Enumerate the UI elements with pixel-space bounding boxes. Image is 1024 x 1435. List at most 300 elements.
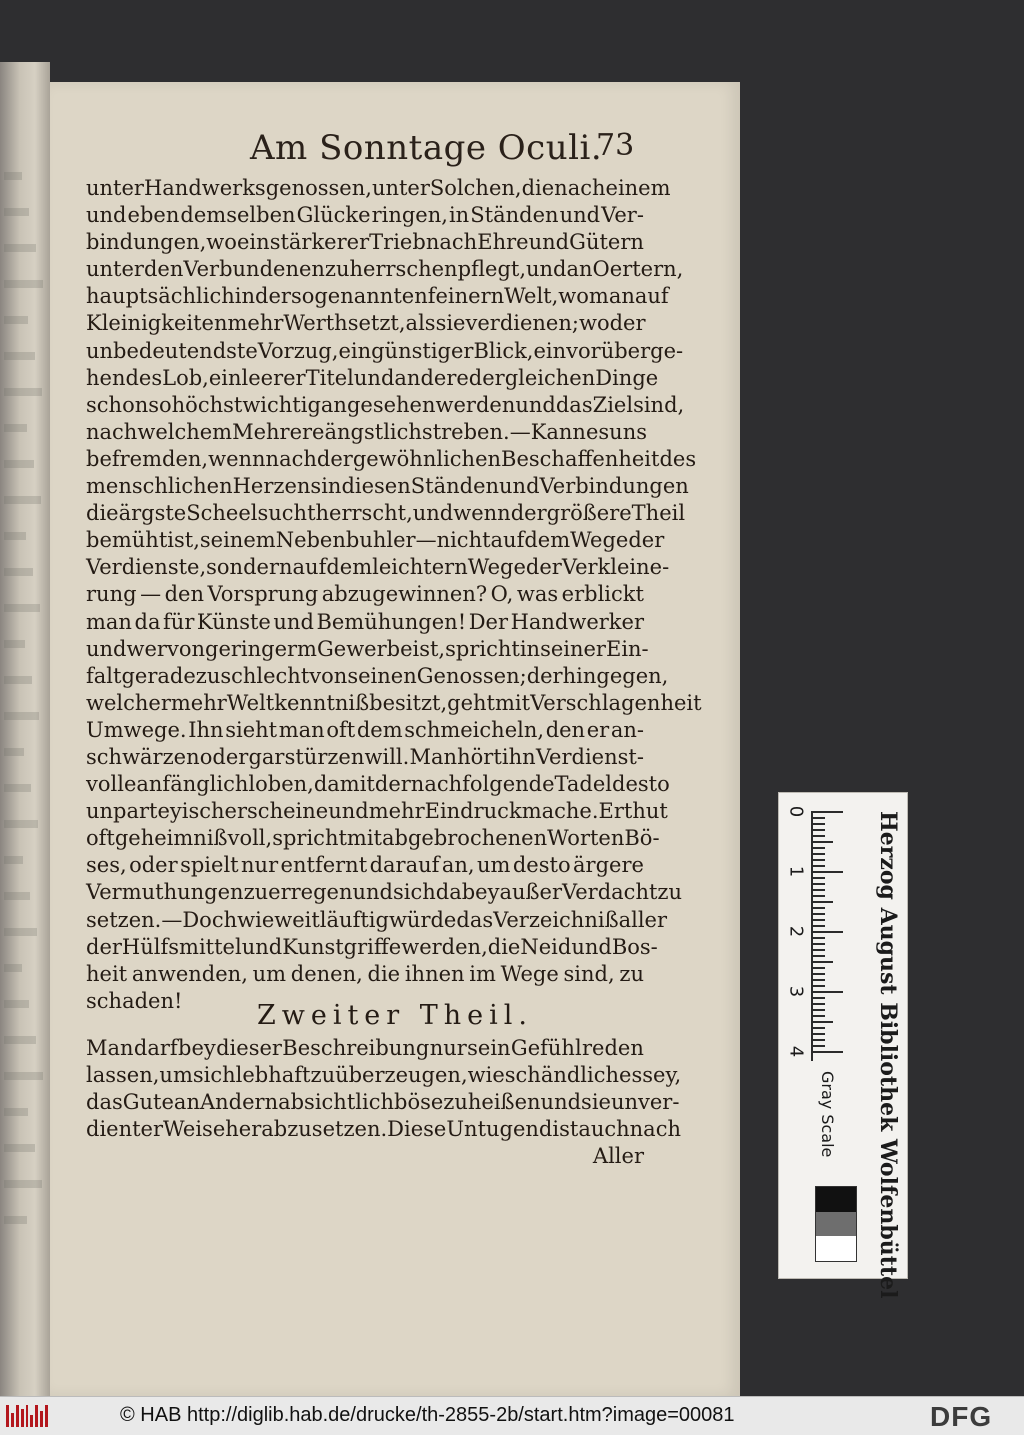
ruler-tick [813,835,825,837]
word: Handwerker [510,609,644,634]
word: leerer [241,365,306,390]
word: der [255,284,291,309]
word: wenn [208,446,266,471]
word: in [234,284,256,309]
word: auf [292,555,327,580]
word: unbedeutendste [86,338,258,363]
word: und [526,257,567,282]
text-line [86,1143,644,1170]
word: geringerm [205,636,317,661]
ghost-text-mark [4,784,31,792]
text-line [86,1035,644,1062]
ghost-text-mark [4,820,38,828]
word: geheimnißvoll, [114,826,273,851]
word: feinern [427,284,505,309]
word: würde [388,907,457,932]
word: sie [435,311,466,336]
ruler-tick [813,949,825,951]
word: Theil [631,501,686,526]
word: das [555,392,593,417]
word: Verschlagenheit [530,690,702,715]
word: damit [313,772,375,797]
word: man [278,717,325,742]
word: so [148,392,172,417]
word: Gefühl [510,1036,582,1060]
word: erblickt [561,582,644,607]
word: nach [86,419,138,444]
word: seinem [199,528,276,553]
ruler-tick [813,1039,825,1041]
word: Verbindungen [539,474,689,499]
word: den [164,582,204,607]
word: dem [524,528,571,553]
word: heißen [467,1090,541,1115]
word: in [519,636,541,661]
ghost-text-mark [4,1216,27,1224]
ruler-tick [813,913,825,915]
ruler-tick [813,1015,825,1017]
ruler-tick [813,895,825,897]
ruler-tick [813,817,825,819]
word: gar [248,744,285,769]
word: diesen [341,474,411,499]
text-line [86,907,668,934]
word: unter [86,176,144,200]
ruler-tick [813,1033,825,1035]
word: herabzusetzen. [225,1117,388,1142]
word: Er [598,799,624,824]
word: mehr [368,799,425,824]
word: die [86,501,119,526]
word: leichtern [372,555,468,580]
word: der [316,446,353,471]
word: thut [623,799,668,824]
word: ein [208,365,242,390]
word: ist, [412,636,446,661]
word: erregen [268,880,353,905]
word: und [273,609,314,634]
word: da [134,609,161,634]
word: weitläuftig [274,907,389,932]
word: nach [554,176,606,200]
word: — [161,907,183,932]
word: dem [326,555,373,580]
ruler-tick [813,985,825,987]
word: die [367,961,401,986]
ghost-text-mark [4,964,22,972]
text-line [86,175,671,202]
word: rung [86,582,137,607]
ghost-text-mark [4,712,39,720]
word: ein [338,338,372,363]
word: auch [578,1117,630,1142]
word: in [321,474,342,499]
word: Der [468,609,509,634]
word: unparteyischer [86,799,248,824]
word: so [290,284,315,309]
text-line [86,852,644,879]
word: oft [86,826,115,851]
word: ses, [86,853,127,878]
running-title: Am Sonntage Oculi. [250,128,603,168]
word: Wege [570,528,629,553]
word: Gütern [569,230,644,255]
word: falt [86,663,122,688]
word: Solchen, [429,176,522,200]
word: mehr [227,311,284,336]
word: Ständen [470,203,559,228]
ghost-text-mark [4,892,30,900]
word: Verdienste, [86,555,207,580]
word: verdienen; [465,311,579,336]
word: absichtlich [278,1090,394,1115]
ruler-tick [813,871,843,873]
word: befremden, [86,446,209,471]
ghost-text-mark [4,568,33,576]
gray-swatch [816,1236,856,1261]
word: ärgste [118,501,187,526]
word: um [159,1063,193,1088]
word: Vorsprung [207,582,319,607]
word: sieht [225,717,278,742]
word: sind, [563,961,615,986]
word: reden [582,1036,644,1060]
ruler-number: 4 [785,1045,807,1058]
word: wie [467,1063,505,1088]
word: anwenden, [131,961,248,986]
word: Werth [283,311,348,336]
word: Blick, [473,338,534,363]
copyright-url: © HAB http://diglib.hab.de/drucke/th-2855-2b/start.htm?image=00081 [120,1404,735,1426]
word: stürzen [284,744,365,769]
word: der [526,663,563,688]
word: Ihn [188,717,224,742]
word: schändlich [504,1063,620,1088]
ghost-text-mark [4,1180,42,1188]
ghost-text-mark [4,676,32,684]
word: nach [425,230,478,255]
word: auf [634,284,669,309]
text-line [86,283,669,310]
text-line [86,392,685,419]
word: schlecht [220,663,310,688]
word: mit [346,826,382,851]
ghost-text-mark [4,316,28,324]
viewer-footer [0,1396,1024,1435]
word: Scheelsucht [186,501,316,526]
word: Kleinigkeiten [86,311,228,336]
text-line [86,636,649,663]
word: Weltkenntniß [226,690,370,715]
ruler-tick [813,979,825,981]
ghost-text-mark [4,352,35,360]
word: werden, [401,934,488,959]
word: Welt, [504,284,559,309]
word: ihn [501,744,536,769]
text-line [86,473,689,500]
word: die [521,176,555,200]
word: bemüht [86,528,168,553]
word: desto [612,772,670,797]
word: böse [394,1090,444,1115]
ghost-text-mark [4,1000,29,1008]
text-line [86,1116,681,1143]
word: und [352,880,393,905]
ghost-text-mark [4,748,24,756]
word: wo [578,311,610,336]
word: Lob, [162,365,209,390]
word: — [509,419,531,444]
word: loben, [248,772,314,797]
text-line [86,825,660,852]
word: denen, [290,961,363,986]
word: als [405,311,436,336]
word: an [566,257,593,282]
word: oder [129,853,178,878]
word: unter [371,176,430,200]
word: spricht [272,826,347,851]
word: darauf [369,853,440,878]
word: pflegt, [457,257,526,282]
word: nicht [436,528,491,553]
word: und [353,365,395,390]
text-line [86,527,665,554]
color-reference-card [778,792,908,1299]
ruler-tick [813,943,825,945]
word: Gewerbe [316,636,413,661]
word: des [659,446,697,471]
word: darf [133,1036,178,1060]
ruler-tick [813,1021,833,1023]
ruler-tick [813,1003,825,1005]
ruler-tick [813,1045,825,1047]
ghost-text-mark [4,424,27,432]
word: wie [237,907,275,932]
word: Genossen; [416,663,527,688]
text-line [86,338,684,365]
ruler-tick [813,991,843,993]
ghost-text-mark [4,856,23,864]
word: O, [490,582,514,607]
ruler-tick [813,847,825,849]
word: hört [457,744,502,769]
word: der [609,311,646,336]
word: Doch [182,907,238,932]
text-line [86,663,669,690]
word: Kann [530,419,586,444]
word: Worten [547,826,625,851]
ruler-tick [813,859,825,861]
word: Verbundenen [183,257,325,282]
ghost-text-mark [4,244,36,252]
word: schaden! [86,988,183,1013]
word: uns [609,419,647,444]
word: anfänglich [136,772,249,797]
word: geradezu [121,663,221,688]
word: an, [441,853,475,878]
word: der [86,934,122,959]
word: lebhaft [235,1063,311,1088]
word: zu [443,1090,468,1115]
word: sind, [633,392,685,417]
text-line [86,554,670,581]
gray-scale-label: Gray Scale [818,1071,837,1158]
word: an [173,1090,200,1115]
word: und [559,203,601,228]
ruler-tick [813,1027,825,1029]
word: sey, [642,1063,682,1088]
word: wenn [453,501,511,526]
word: werden [435,392,516,417]
text-line [86,934,658,961]
ruler-number: 0 [785,805,807,818]
word: Glücke [296,203,371,228]
word: auf [490,528,525,553]
word: Tadel [554,772,613,797]
word: herrscht, [315,501,413,526]
word: im [469,961,496,986]
word: nur [241,853,279,878]
word: zu [619,961,644,986]
word: Vermuthungen [86,880,244,905]
word: Weise [163,1117,226,1142]
word: Eindruck [424,799,522,824]
word: dem [356,717,403,742]
ruler-tick [813,955,825,957]
word: der [525,555,562,580]
word: ein [533,338,567,363]
word: Ständen [410,474,500,499]
word: und [412,501,454,526]
word: der [510,501,547,526]
text-line [86,581,644,608]
word: Beschreibung [282,1036,430,1060]
dfg-logo: DFG [930,1401,993,1432]
word: an- [610,717,644,742]
word: besitzt, [369,690,448,715]
ruler-tick [813,907,825,909]
ghost-text-mark [4,928,37,936]
word: andere [394,365,469,390]
word: genannten [314,284,428,309]
text-line [86,690,702,717]
word: demselben [180,203,296,228]
word: Dinge [595,365,659,390]
ruler-number: 2 [785,925,807,938]
word: und [328,799,369,824]
word: menschlichen [86,474,233,499]
word: zu [324,257,350,282]
word: bey [178,1036,216,1060]
word: Umwege. [86,717,187,742]
word: stärkerer [269,230,370,255]
word: ärgere [573,853,644,878]
gray-scale-swatches [815,1186,857,1262]
ghost-text-mark [4,388,42,396]
word: aller [618,907,668,932]
text-line [86,717,644,744]
ruler-number: 3 [785,985,807,998]
word: von [166,636,205,661]
word: nur [429,1036,467,1060]
word: und [86,636,127,661]
word: ein [236,230,270,255]
word: hendes [86,365,163,390]
ruler-tick [813,811,843,813]
word: scheine [247,799,329,824]
body-text [86,175,702,1015]
ghost-text-mark [4,460,34,468]
ghost-text-mark [4,604,40,612]
word: er [586,717,610,742]
word: ist, [167,528,200,553]
word: und [86,203,127,228]
word: einem [605,176,671,200]
word: desto [512,853,571,878]
text-line [86,879,683,906]
page-header [50,120,740,180]
text-line [86,609,644,636]
text-line [86,771,670,798]
word: und [515,392,556,417]
text-line [86,500,686,527]
ruler-tick [813,925,825,927]
ruler-tick [813,961,833,963]
section-heading: Zweiter Theil. [256,1000,534,1031]
word: zu [243,880,269,905]
hab-logo-icon [6,1405,48,1427]
text-line [86,365,659,392]
word: hauptsächlich [86,284,235,309]
word: seiner [540,636,606,661]
word: nachfolgende [410,772,555,797]
word: überzeugen, [335,1063,468,1088]
ghost-text-mark [4,640,25,648]
ruler-tick [813,889,825,891]
word: günstiger [371,338,474,363]
word: Künste [196,609,271,634]
word: oft [326,717,356,742]
word: Wege [500,961,559,986]
word: Aller [592,1144,644,1169]
word: das [456,907,494,932]
ruler-tick [813,997,825,999]
word: wo [206,230,237,255]
word: Hülfsmittel [121,934,242,959]
word: und [528,230,570,255]
text-line [86,419,647,446]
word: was [516,582,559,607]
word: nach [629,1117,681,1142]
ruler-tick [813,1009,825,1011]
text-line [86,256,684,283]
word: sein [467,1036,511,1060]
word: der [628,528,665,553]
word: Bos- [611,934,658,959]
ruler-tick [813,853,825,855]
word: — [415,528,437,553]
text-line [86,744,644,771]
word: den [143,257,184,282]
word: sich [392,880,436,905]
word: dienter [86,1117,164,1142]
word: Kunstgriffe [282,934,402,959]
word: der [374,772,411,797]
word: Man [409,744,457,769]
word: Titel [305,365,354,390]
word: spricht [445,636,520,661]
ruler-tick [813,967,825,969]
